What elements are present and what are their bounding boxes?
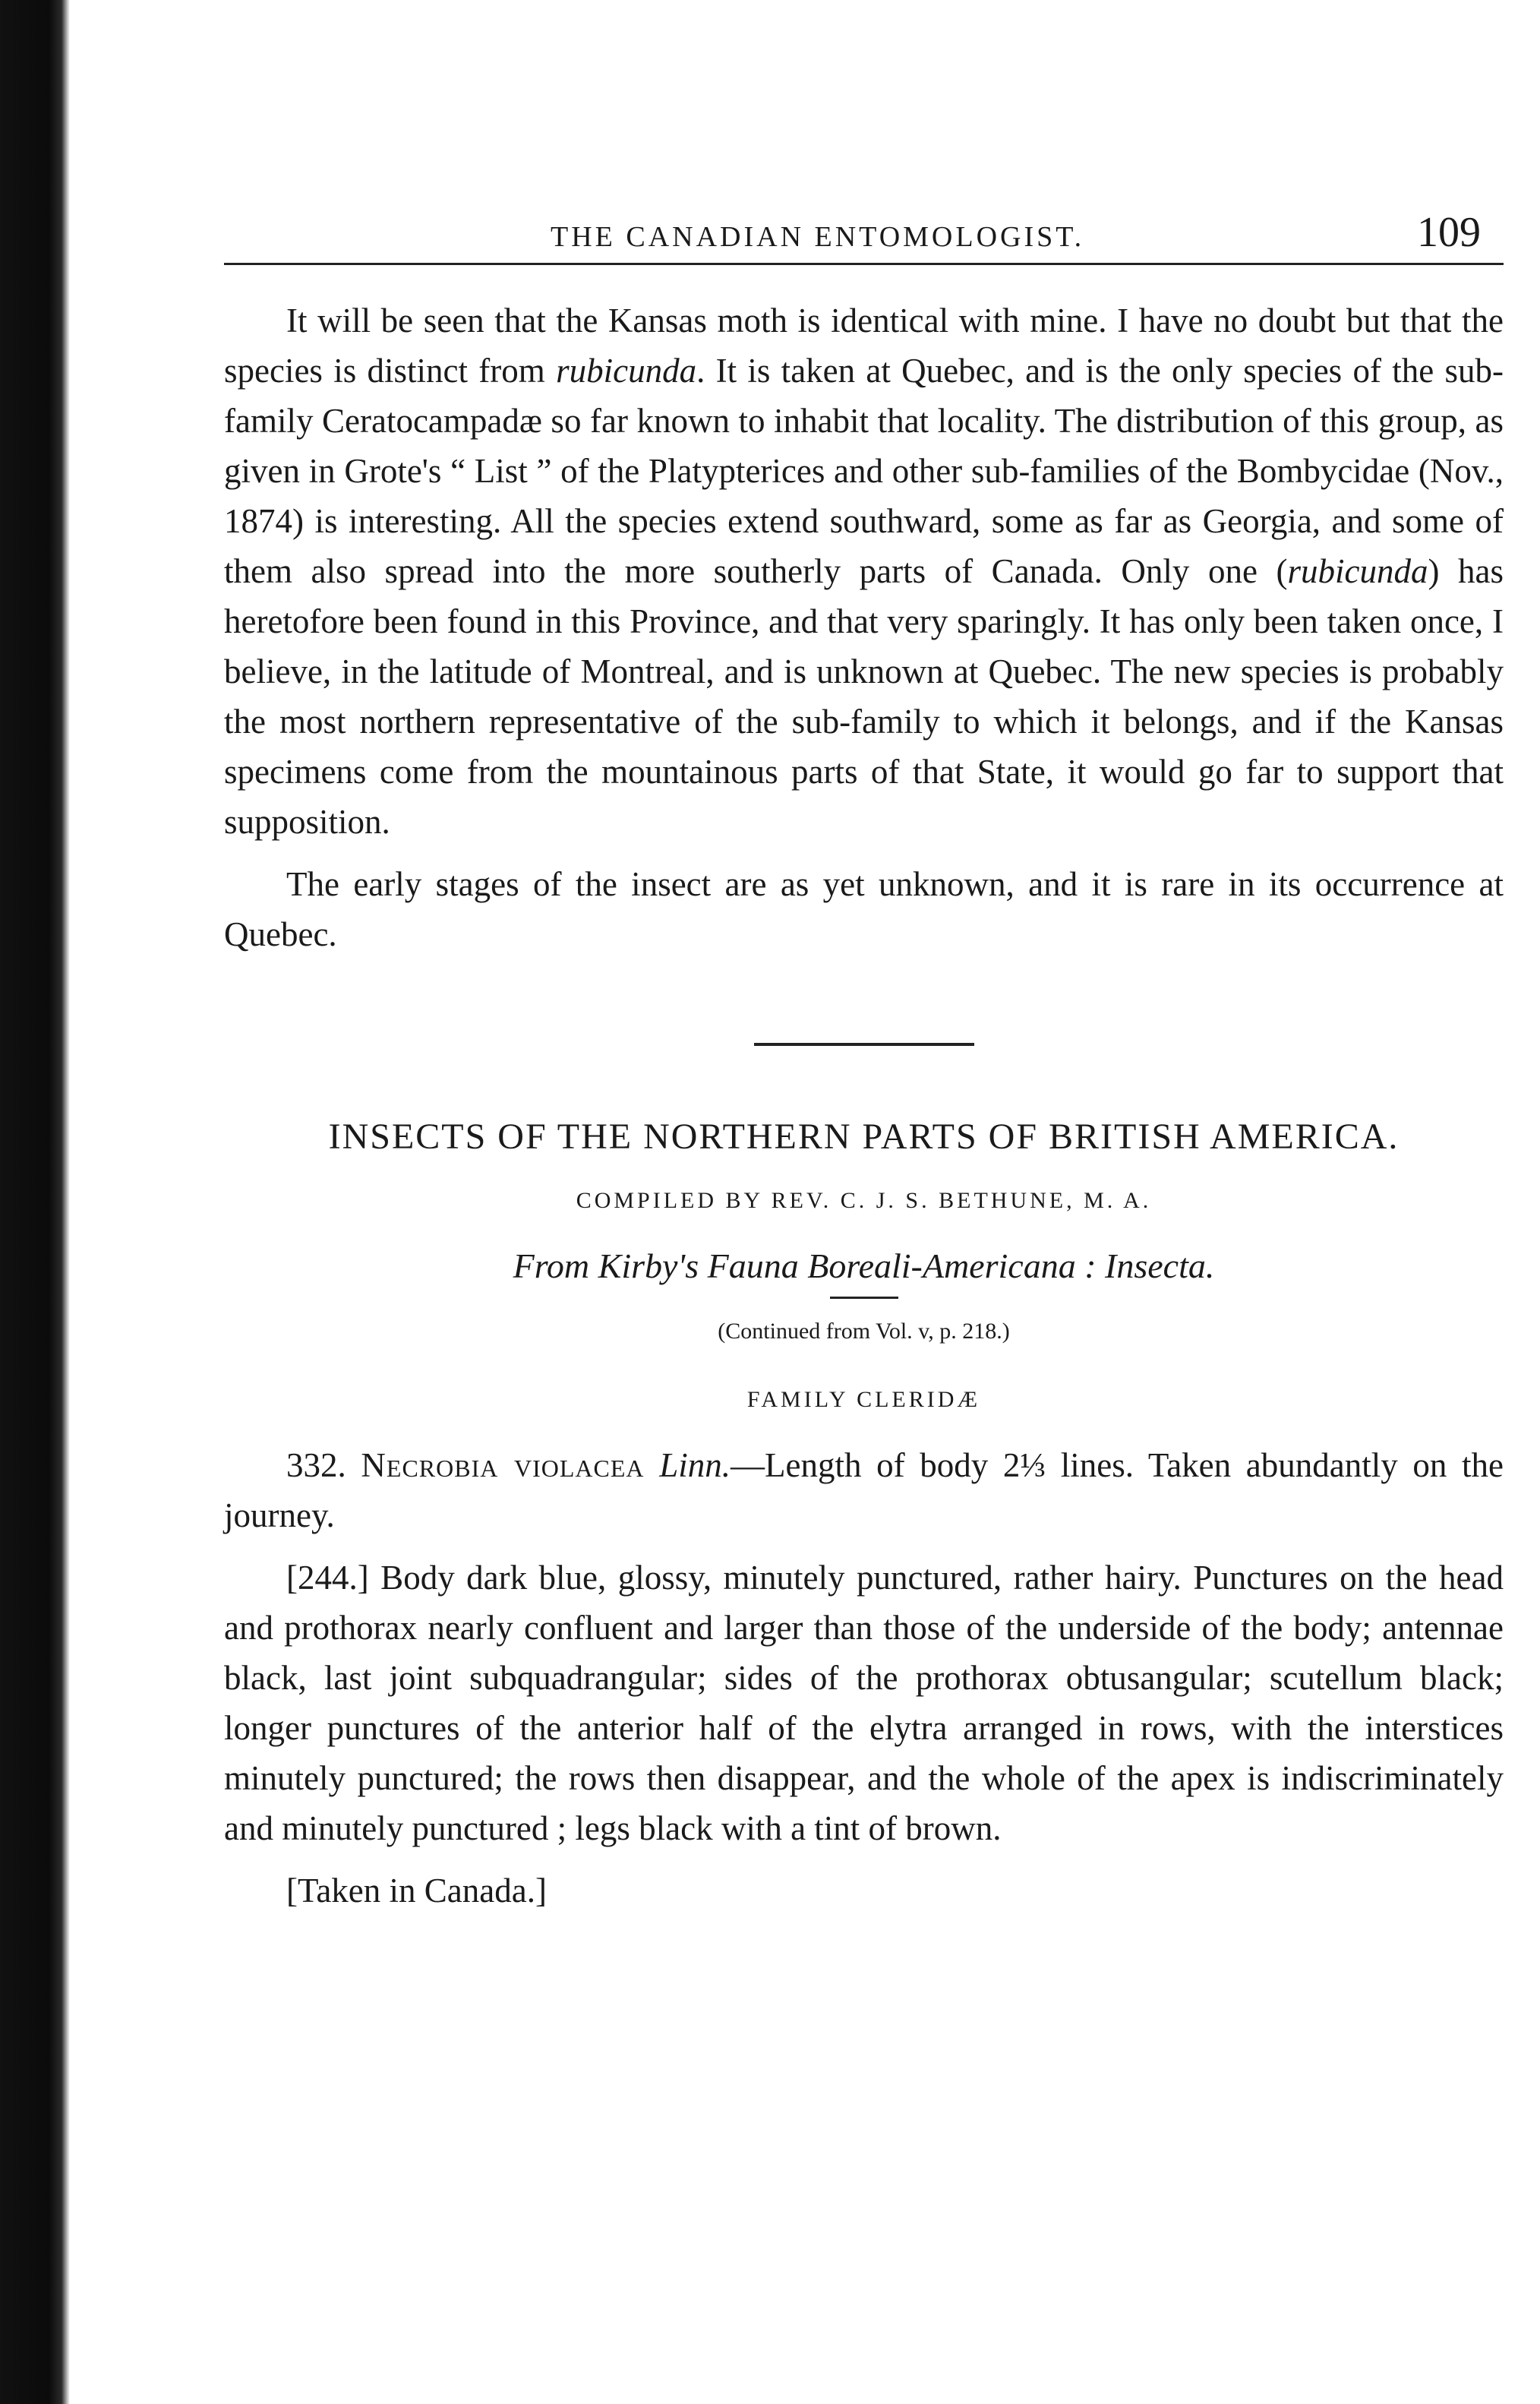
paragraph-kansas-moth [224,295,1504,847]
text-run: It will be seen that the Kansas moth is identical with mine. I have no doubt but that the species is distinct from [224,302,1504,390]
entry-number: 332. [286,1446,346,1484]
entry-note: [Taken in Canada.] [286,1872,547,1910]
source-line: From Kirby's Fauna Boreali-Americana : Insecta. [513,1246,1215,1285]
section-divider [754,1043,974,1046]
page [224,199,1504,1916]
species-name: Necrobia violacea [361,1446,645,1484]
book-binding-edge [0,0,70,2404]
compiled-by-line: COMPILED BY REV. C. J. S. BETHUNE, M. A. [576,1188,1152,1213]
italic-term: rubicunda [1287,552,1428,590]
text-run: ) has heretofore been found in this Province, and that very sparingly. It has only been taken once, I believe, in the latitude of Montreal, and is unknown at Quebec. The new species is probably the most northern representative of the sub-family to which it belongs, and if the Kansas specimens come from the mountainous parts of that State, it would go far to support that supposition. [224,552,1504,841]
continued-note: (Continued from Vol. v, p. 218.) [718,1319,1010,1344]
running-title: THE CANADIAN ENTOMOLOGIST. [551,221,1085,253]
italic-term: rubicunda [556,352,697,390]
text-run: . It is taken at Quebec, and is the only species of the sub-family Ceratocampadæ so far known to inhabit that locality. The distribution of this group, as given in Grote's “ List ” of the Platypterices and other sub-families of the Bombycidae (Nov., 1874) is interesting. All the species extend southward, some as far as Georgia, and some of them also spread into the more southerly parts of Canada. Only one ( [224,352,1504,590]
page-number: 109 [1417,209,1481,256]
family-heading: FAMILY CLERIDÆ [746,1387,981,1412]
short-divider [830,1297,898,1299]
header-rule [224,263,1504,265]
entry-332 [224,1440,1504,1540]
species-authority: Linn. [659,1446,731,1484]
section-title: INSECTS OF THE NORTHERN PARTS OF BRITISH AMERICA. [328,1117,1400,1157]
entry-lead: —Length of body 2⅓ lines. Taken abundantly on the journey. [224,1446,1504,1534]
entry-description: [244.] Body dark blue, glossy, minutely punctured, rather hairy. Punctures on the head and prothorax nearly confluent and larger than those of the underside of the body; antennae black, last joint subquadrangular; sides of the prothorax obtusangular; scutellum black; longer punctures of the anterior half of the elytra arranged in rows, with the interstices minutely punctured; the rows then disappear, and the whole of the apex is indiscriminately and minutely punctured ; legs black with a tint of brown. [224,1559,1504,1847]
paragraph-early-stages: The early stages of the insect are as yet unknown, and it is rare in its occurrence at Quebec. [224,865,1504,953]
running-head [224,199,1504,260]
